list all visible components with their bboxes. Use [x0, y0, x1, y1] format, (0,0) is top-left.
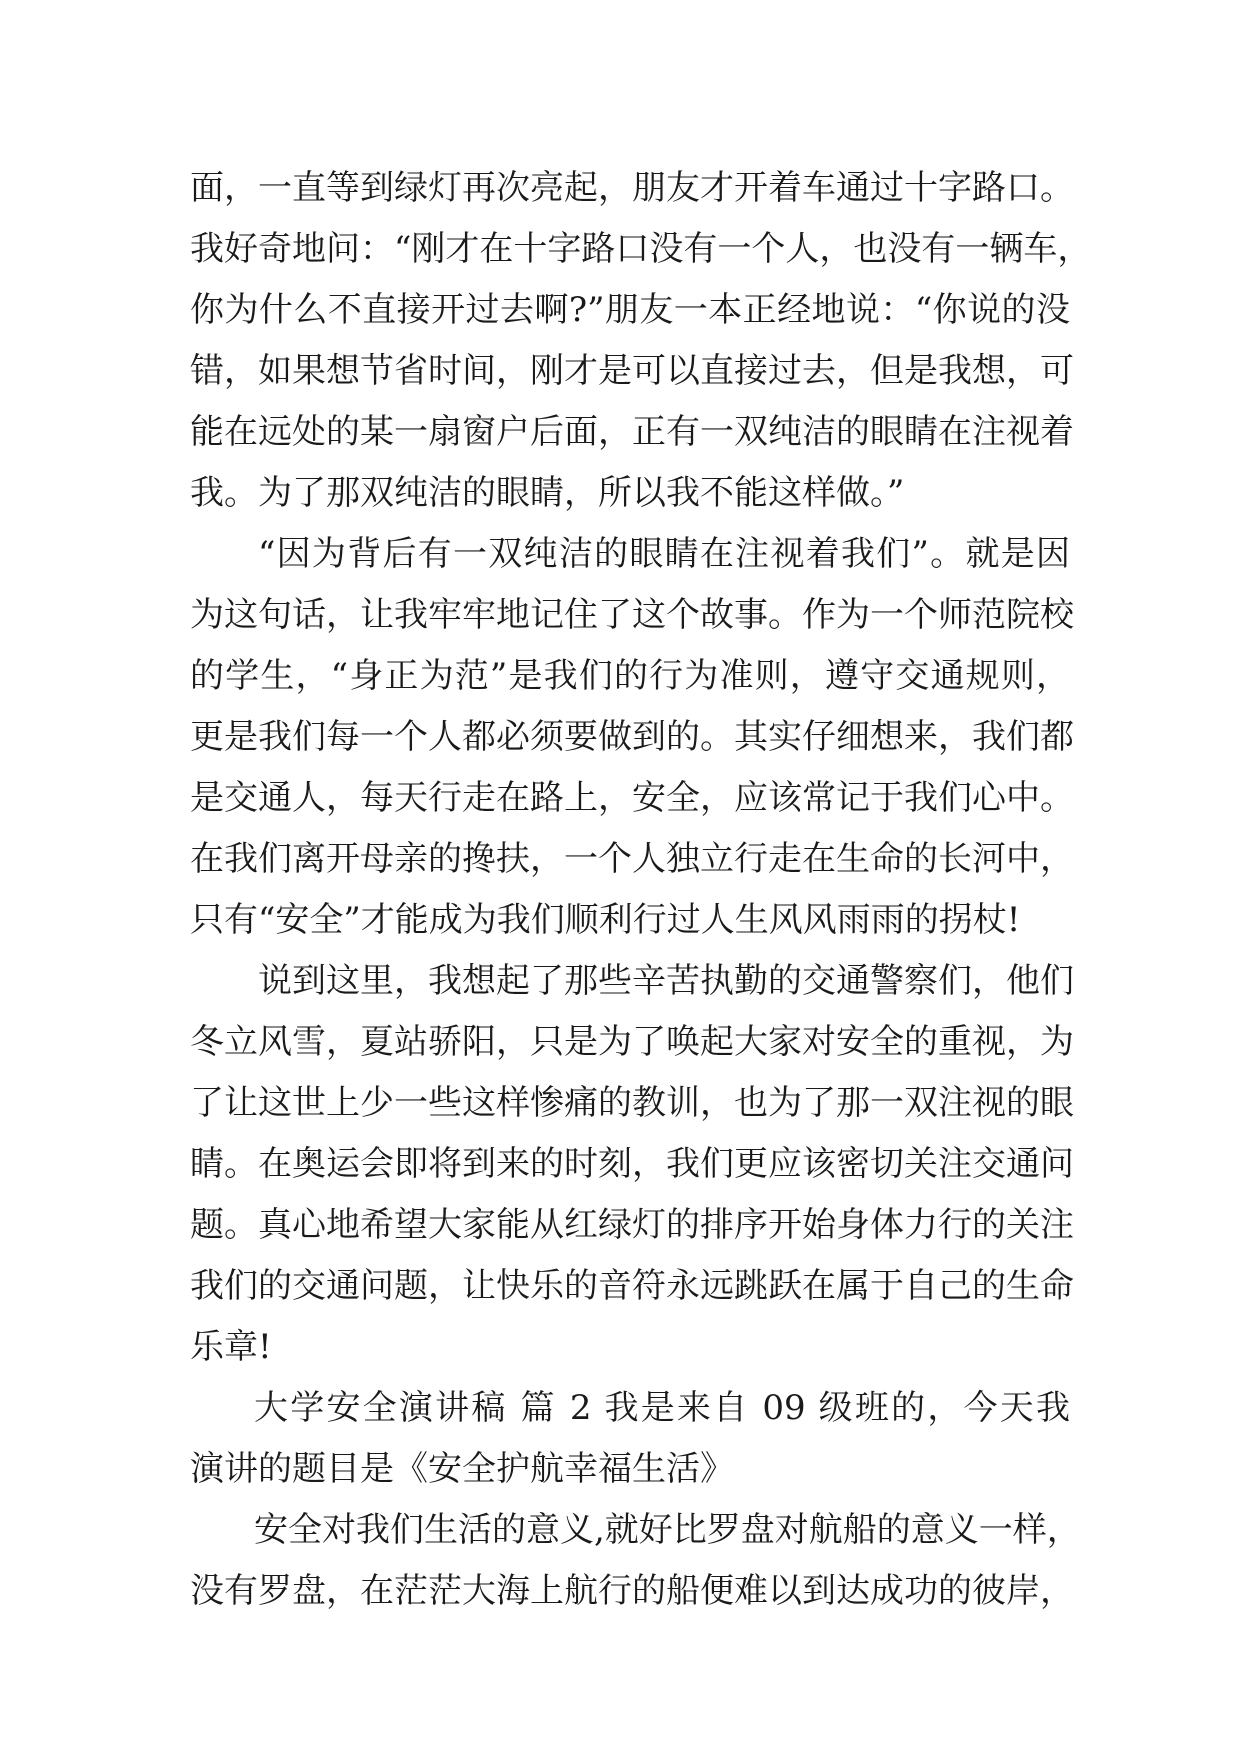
- text-line: 乐章!: [190, 1327, 272, 1367]
- text-line: 能在远处的某一扇窗户后面，正有一双纯洁的眼睛在注视着: [190, 412, 1074, 452]
- text-line: 我。为了那双纯洁的眼睛，所以我不能这样做。”: [190, 473, 905, 513]
- text-line: 说到这里，我想起了那些辛苦执勤的交通警察们，他们: [258, 961, 1074, 1001]
- text-line: 更是我们每一个人都必须要做到的。其实仔细想来，我们都: [190, 717, 1074, 757]
- text-line: 在我们离开母亲的搀扶，一个人独立行走在生命的长河中，: [190, 839, 1074, 879]
- text-line: 冬立风雪，夏站骄阳，只是为了唤起大家对安全的重视，为: [190, 1022, 1074, 1062]
- text-line: 安全对我们生活的意义,就好比罗盘对航船的意义一样，: [254, 1510, 1081, 1550]
- text-line: “因为背后有一双纯洁的眼睛在注视着我们”。就是因: [258, 534, 1070, 574]
- text-line: 面，一直等到绿灯再次亮起，朋友才开着车通过十字路口。: [190, 168, 1074, 208]
- text-line: 错，如果想节省时间，刚才是可以直接过去，但是我想，可: [190, 351, 1074, 391]
- section-heading-line: 大学安全演讲稿 篇 2 我是来自 09 级班的，今天我: [254, 1388, 1070, 1428]
- text-line: 我们的交通问题，让快乐的音符永远跳跃在属于自己的生命: [190, 1266, 1074, 1306]
- text-line: 没有罗盘，在茫茫大海上航行的船便难以到达成功的彼岸，: [190, 1571, 1074, 1611]
- text-line: 你为什么不直接开过去啊?”朋友一本正经地说：“你说的没: [190, 290, 1070, 330]
- text-line: 我好奇地问：“刚才在十字路口没有一个人，也没有一辆车，: [190, 229, 1092, 269]
- text-line: 睛。在奥运会即将到来的时刻，我们更应该密切关注交通问: [190, 1144, 1074, 1184]
- text-line: 题。真心地希望大家能从红绿灯的排序开始身体力行的关注: [190, 1205, 1074, 1245]
- text-line: 演讲的题目是《安全护航幸福生活》: [190, 1449, 734, 1489]
- text-line: 了让这世上少一些这样惨痛的教训，也为了那一双注视的眼: [190, 1083, 1074, 1123]
- text-line: 为这句话，让我牢牢地记住了这个故事。作为一个师范院校: [190, 595, 1074, 635]
- text-line: 是交通人，每天行走在路上，安全，应该常记于我们心中。: [190, 778, 1074, 818]
- text-line: 只有“安全”才能成为我们顺利行过人生风风雨雨的拐杖!: [190, 900, 1021, 940]
- text-line: 的学生，“身正为范”是我们的行为准则，遵守交通规则，: [190, 656, 1070, 696]
- body-text: [190, 158, 1092, 1622]
